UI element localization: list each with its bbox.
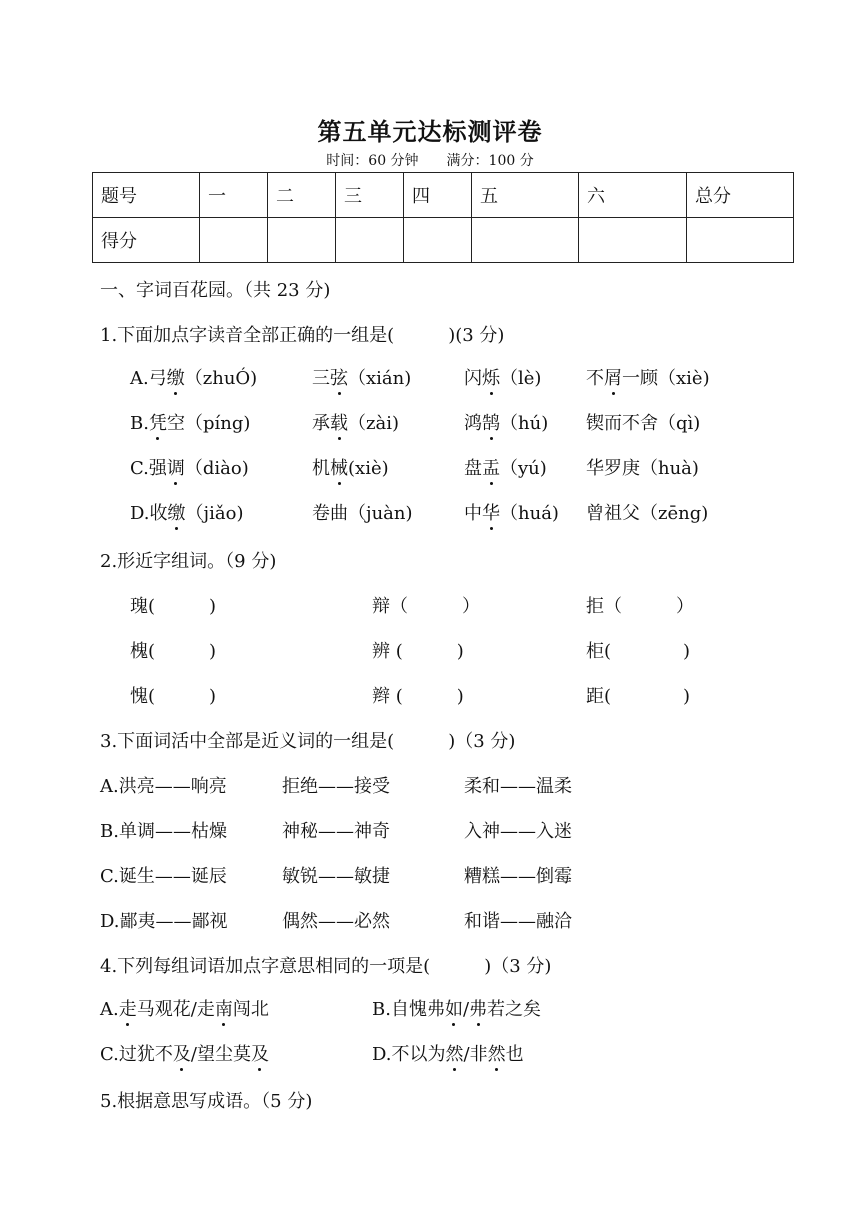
emphasis-dot-char: 缴	[166, 368, 185, 389]
q3-option: A.洪亮——响亮	[100, 776, 227, 797]
score-table-score-row	[93, 218, 794, 263]
page-title: 第五单元达标测评卷	[317, 117, 543, 146]
q2-item: 辨 ( )	[372, 641, 464, 662]
emphasis-dot-char: 烁	[482, 368, 500, 389]
q4-option-a: A.走马观花/走南闯北	[100, 999, 269, 1020]
score-cell[interactable]	[200, 218, 268, 263]
q1-option-b: B.凭空（píng)	[130, 413, 251, 434]
q3-pair: 入神——入迷	[464, 821, 572, 842]
emphasis-dot-char: 然	[487, 1044, 506, 1065]
exam-full-score: 满分：100 分	[446, 153, 534, 169]
q1-option-a: A.弓缴（zhuÓ)	[130, 368, 258, 389]
q3-pair: 糟糕——倒霉	[464, 866, 572, 887]
q3-pair: 偶然——必然	[282, 911, 390, 932]
q3-pair: 和谐——融洽	[464, 911, 572, 932]
emphasis-dot-char: 调	[166, 458, 185, 479]
score-cell[interactable]	[404, 218, 472, 263]
emphasis-dot-char: 缴	[167, 503, 186, 524]
emphasis-dot-char: 南	[214, 999, 233, 1020]
q1-option-c-word: 机械(xiè)	[312, 458, 389, 479]
q4-option-c: C.过犹不及/望尘莫及	[100, 1044, 269, 1065]
score-cell[interactable]	[268, 218, 336, 263]
question-2-prompt: 2.形近字组词。（9 分)	[100, 551, 277, 572]
q1-option-c-word: 盘盂（yú)	[464, 458, 547, 479]
q2-item: 辫 ( )	[372, 686, 464, 707]
header-cell: 一	[200, 173, 268, 218]
question-5-prompt: 5.根据意思写成语。（5 分)	[100, 1091, 313, 1112]
q3-option: D.鄙夷——鄙视	[100, 911, 228, 932]
q1-option-a-word: 三弦（xián)	[312, 368, 412, 389]
emphasis-dot-char: 弗	[469, 999, 488, 1020]
score-cell[interactable]	[687, 218, 794, 263]
q3-pair: 敏锐——敏捷	[282, 866, 390, 887]
q2-item: 柜( )	[586, 641, 691, 662]
q1-option-b-word: 承载（zài)	[312, 413, 400, 434]
q3-pair: 拒绝——接受	[282, 776, 390, 797]
emphasis-dot-char: 华	[482, 503, 500, 524]
q3-pair: 神秘——神奇	[282, 821, 390, 842]
q1-option-c-word: 华罗庚（huà)	[586, 458, 699, 479]
score-table-header-row	[93, 173, 794, 218]
q1-option-d-word: 卷曲（juàn)	[312, 503, 413, 524]
q2-item: 槐( )	[130, 641, 217, 662]
q4-option-d: D.不以为然/非然也	[372, 1044, 524, 1065]
q3-option: B.单调——枯燥	[100, 821, 227, 842]
section-heading: 一、字词百花园。（共 23 分)	[100, 280, 331, 301]
emphasis-dot-char: 屑	[604, 368, 622, 389]
emphasis-dot-char: 载	[330, 413, 348, 434]
q2-item: 距( )	[586, 686, 691, 707]
score-row-label: 得分	[93, 218, 200, 263]
emphasis-dot-char: 及	[172, 1044, 191, 1065]
header-cell: 五	[472, 173, 579, 218]
q1-option-d: D.收缴（jiǎo)	[130, 503, 244, 524]
q3-option: C.诞生——诞辰	[100, 866, 227, 887]
score-cell[interactable]	[579, 218, 687, 263]
emphasis-dot-char: 如	[444, 999, 463, 1020]
score-table	[92, 172, 794, 263]
header-cell: 四	[404, 173, 472, 218]
q2-item: 瑰( )	[130, 596, 217, 617]
q3-pair: 柔和——温柔	[464, 776, 572, 797]
q1-option-b-word: 锲而不舍（qì)	[586, 413, 701, 434]
emphasis-dot-char: 鹄	[482, 413, 500, 434]
score-cell[interactable]	[336, 218, 404, 263]
header-cell: 总分	[687, 173, 794, 218]
emphasis-dot-char: 及	[250, 1044, 269, 1065]
question-4-prompt: 4.下列每组词语加点字意思相同的一项是( )（3 分)	[100, 956, 552, 977]
exam-time: 时间：60 分钟	[326, 153, 419, 169]
q1-option-a-word: 不屑一顾（xiè)	[586, 368, 710, 389]
q4-option-b: B.自愧弗如/弗若之矣	[372, 999, 542, 1020]
q1-option-b-word: 鸿鹄（hú)	[464, 413, 549, 434]
header-cell: 六	[579, 173, 687, 218]
header-cell: 二	[268, 173, 336, 218]
q1-option-a-word: 闪烁（lè)	[464, 368, 542, 389]
score-cell[interactable]	[472, 218, 579, 263]
q2-item: 愧( )	[130, 686, 217, 707]
q1-option-d-word: 中华（huá)	[464, 503, 559, 524]
emphasis-dot-char: 走	[118, 999, 137, 1020]
header-cell: 题号	[93, 173, 200, 218]
question-3-prompt: 3.下面词活中全部是近义词的一组是( )（3 分)	[100, 731, 516, 752]
q1-option-c: C.强调（diào)	[130, 458, 249, 479]
emphasis-dot-char: 凭	[148, 413, 167, 434]
q2-item: 拒（ ）	[586, 596, 694, 617]
emphasis-dot-char: 然	[445, 1044, 464, 1065]
emphasis-dot-char: 弦	[330, 368, 348, 389]
exam-meta	[0, 150, 860, 170]
emphasis-dot-char: 盂	[482, 458, 500, 479]
emphasis-dot-char: 械	[330, 458, 348, 479]
header-cell: 三	[336, 173, 404, 218]
q2-item: 辩（ ）	[372, 596, 480, 617]
question-1-prompt: 1.下面加点字读音全部正确的一组是( )(3 分)	[100, 325, 505, 346]
q1-option-d-word: 曾祖父（zēng)	[586, 503, 709, 524]
